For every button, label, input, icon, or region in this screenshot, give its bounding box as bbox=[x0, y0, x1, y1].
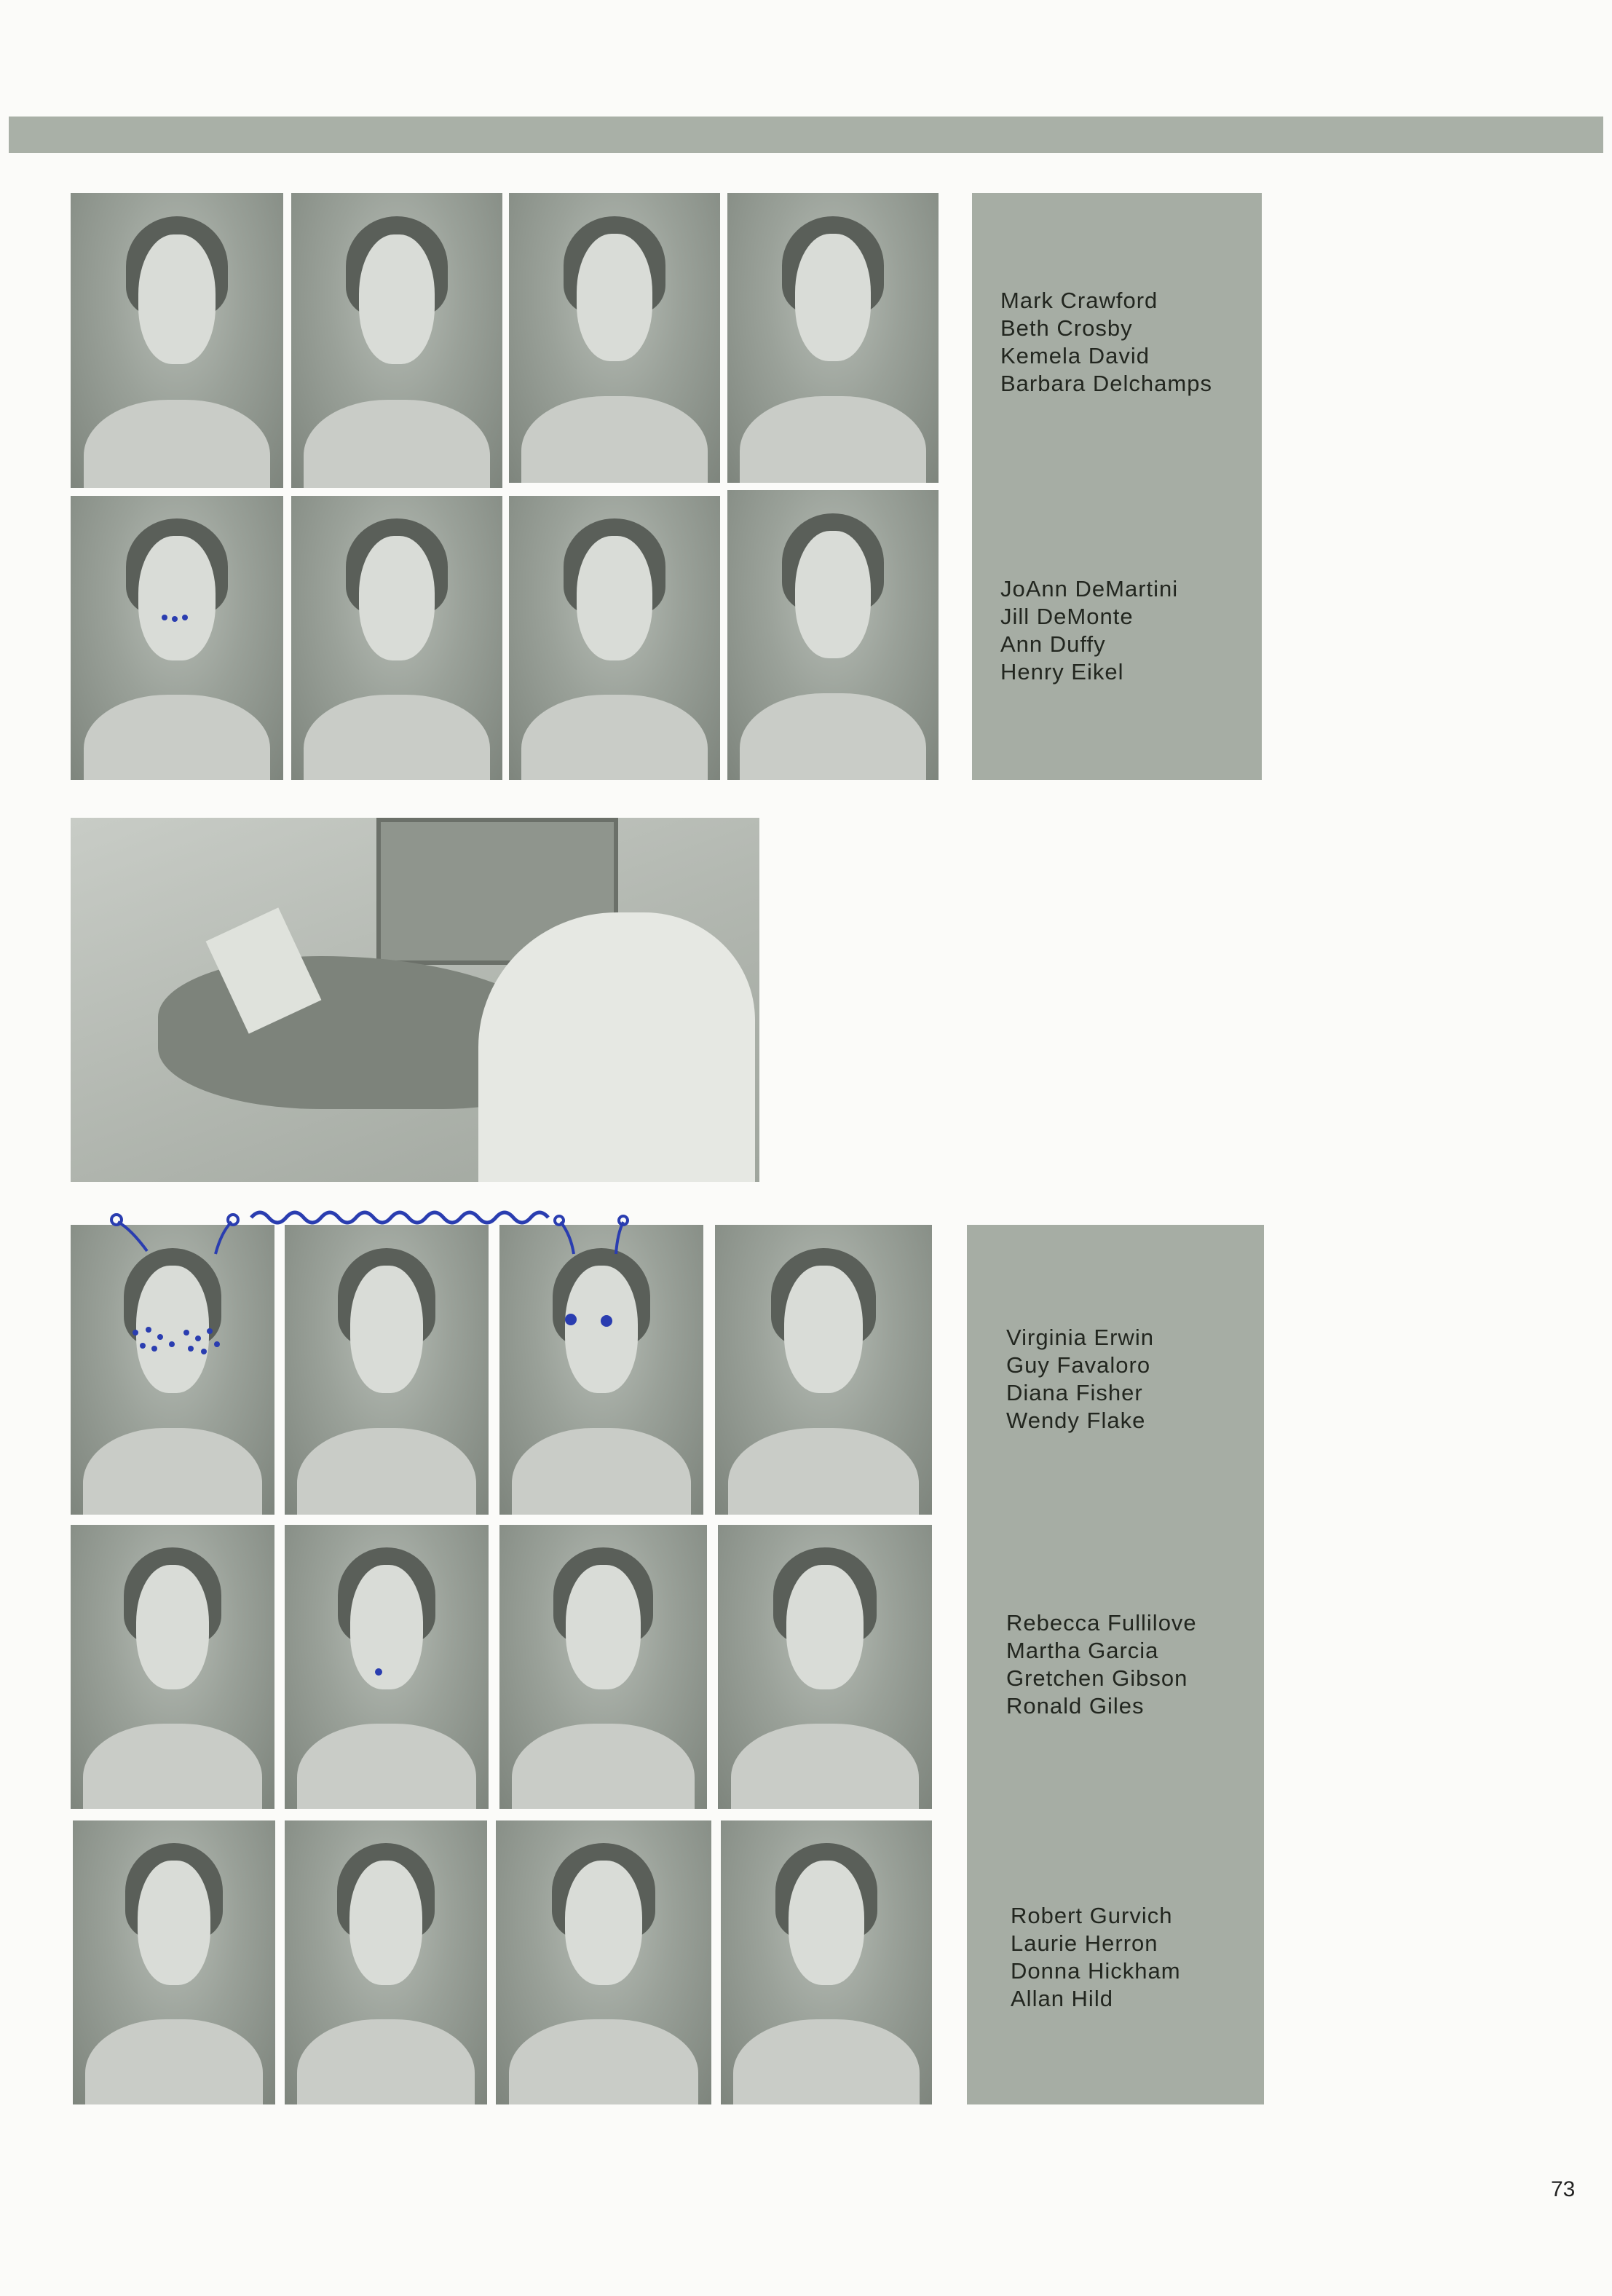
student-name: JoAnn DeMartini bbox=[1000, 576, 1179, 601]
student-name: Ronald Giles bbox=[1006, 1693, 1145, 1719]
student-name: Rebecca Fullilove bbox=[1006, 1610, 1197, 1636]
student-name: Allan Hild bbox=[1011, 1986, 1113, 2011]
student-name: Guy Favaloro bbox=[1006, 1352, 1151, 1378]
student-name: Kemela David bbox=[1000, 343, 1150, 368]
student-name: Diana Fisher bbox=[1006, 1380, 1143, 1405]
page-number: 73 bbox=[1551, 2177, 1576, 2201]
student-name: Donna Hickham bbox=[1011, 1958, 1181, 1984]
student-name: Barbara Delchamps bbox=[1000, 371, 1212, 396]
student-name: Laurie Herron bbox=[1011, 1930, 1158, 1956]
student-name: Gretchen Gibson bbox=[1006, 1665, 1188, 1691]
student-name: Wendy Flake bbox=[1006, 1408, 1146, 1433]
student-name: Ann Duffy bbox=[1000, 631, 1106, 657]
student-name: Robert Gurvich bbox=[1011, 1903, 1173, 1928]
student-name: Martha Garcia bbox=[1006, 1638, 1159, 1663]
student-name: Henry Eikel bbox=[1000, 659, 1124, 685]
student-name: Mark Crawford bbox=[1000, 288, 1158, 313]
student-name: Beth Crosby bbox=[1000, 315, 1133, 341]
student-name: Virginia Erwin bbox=[1006, 1325, 1154, 1350]
student-name: Jill DeMonte bbox=[1000, 604, 1134, 629]
